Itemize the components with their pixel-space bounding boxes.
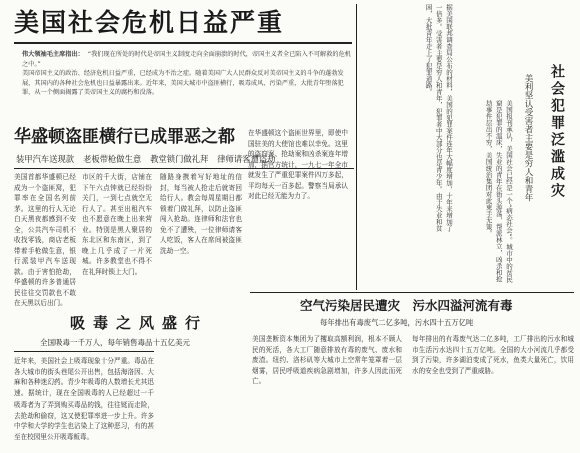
crime-column-4: 在华盛顿这个盗匪世界里，即使中国驻美的大使馆也难以幸免。这里的盗窃案、抢劫案和凶杀案连年增加，据官方统计，一九七一年全市就发生了严重犯罪案件四万多起，平均每天一百多起。警察当局承认对此已经无能为力了。 <box>248 129 348 200</box>
crime-column-2: 市区的千大街，店铺在下午六点钟就已经纷纷关门，一到七点就空无行人了。甚至出租汽车也不愿意在晚上出来营业。特别是黑人聚居的东北区和东南区，到了晚上几乎成了一片死城。许多教堂也不得不在礼拜时锁上大门。 <box>82 173 152 276</box>
youth-subhead <box>522 74 533 274</box>
youth-column-1: 据美国联邦调查局公布的材料，美国的犯罪案件连年大幅度增加，十年来增加了一倍多。受害者主要是穷人和青年，犯罪者中大部分也是青少年。由于失业和贫困，大批青年走上了犯罪道路。 <box>424 4 453 232</box>
drugs-headline: 吸毒之风盛行 <box>70 314 209 332</box>
crime-subhead: 老板带枪做生意 <box>83 154 142 164</box>
crime-column-3: 随路身携着写好地址的信封，每当被人抢走后就寄回给行人。教会每周星期日都锁着门做礼拜，以防止盗匪闯入抢劫。连律师和法官也免不了遭殃，一位律师请客人吃饭，客人在席间被盗匪洗劫一空。 <box>160 173 242 255</box>
drugs-column-1: 近年来，美国社会上吸毒现象十分严重。毒品在各大城市的街头巷尾公开出售，包括海洛因、大麻和各种迷幻药。青少年吸毒的人数增长尤其迅速。据统计，现在全国吸毒的人已经超过一千 <box>14 357 154 397</box>
pollution-subhead: 每年排出有毒废气二亿多吨，污水四十五万亿吨 <box>320 318 474 327</box>
drugs-column-2: 吸毒者为了弄到购买毒品的钱，往往铤而走险，去抢劫和偷窃，这又使犯罪率进一步上升。许多中学和大学的学生也沾染上了这种恶习，有的甚至在校园里公开吸毒贩毒。 <box>14 401 154 441</box>
title-rule <box>14 42 352 44</box>
pollution-column-1: 美国垄断资本集团为了攫取高额利润，根本不顾人民的死活，各大工厂随意排放有毒的废气、废水和废渣。纽约、洛杉矶等大城市上空常年笼罩着一层烟雾，居民呼吸道疾病急剧增加，许多人因此而死亡。 <box>252 335 402 385</box>
crime-column-1: 美国首都华盛顿已经成为一个盗匪窝，犯罪率在全国名列前茅。这里的行人无论白天黑夜都感到不安全，公共汽车司机不收找零钱，商店老板带着手枪做生意，银行派装甲汽车送现款。由于害怕抢劫，华盛顿的许多普通居民往往交罚款也不敢在天黑以后出门。 <box>14 173 76 306</box>
pollution-column-2: 每年排出的有毒废气达二亿多吨，工厂排出的污水和城市生活污水达四十五万亿吨。全国的大小河流几乎都受到了污染，许多湖泊变成了死水，鱼类大量死亡，饮用水的安全也受到了严重威胁。 <box>412 335 574 375</box>
crime-subhead: 律师请客遭盗劫 <box>217 154 276 164</box>
youth-column-2: 美国报刊承认，美国社会已经是一个“病态社会”。城市中的贫民窟是犯罪的温床，失业的青年在街头游荡，帮派林立，凶杀和抢劫事件层出不穷，美国统治集团对此束手无策。 <box>484 100 513 283</box>
crime-headline: 华盛顿盗匪横行已成罪恶之都 <box>14 127 235 147</box>
quote-text: “我们现在所处的时代是帝国主义制度走向全面崩溃的时代，帝国主义者全已陷入不可解救的危机之中。” <box>22 51 351 68</box>
crime-subhead: 教堂锁门做礼拜 <box>150 154 209 164</box>
right-divider <box>356 4 357 290</box>
pollution-headline: 空气污染居民遭灾 污水四溢河流有毒 <box>300 298 513 313</box>
youth-headline: 社会犯罪泛滥成灾 <box>549 64 565 200</box>
quote-author: 伟大领袖毛主席指出： <box>22 51 84 58</box>
page-title: 美国社会危机日益严重 <box>14 8 285 37</box>
crime-subhead: 装甲汽车送现款 <box>16 154 75 164</box>
drugs-subhead: 全国吸毒一千万人，每年销售毒品十五亿美元 <box>40 338 190 347</box>
intro-quote <box>22 50 352 120</box>
youth-subhead-line: 美利坚认受害者主要是穷人和青年 <box>523 74 533 202</box>
pollution-rule-top <box>250 292 574 293</box>
intro-body: 美国帝国主义的政治、经济危机日益严重，已经成为不治之症。随着美国广大人民群众反对美帝国主义的斗争的蓬勃发展，其国内的各种社会危机也日益暴露出来。近年来，美国大城市中盗匪横行，吸毒成风，污染严重，大批青年堕落犯罪，从一个侧面揭露了美帝国主义的腐朽和没落。 <box>22 70 344 97</box>
drugs-rule <box>14 351 154 352</box>
